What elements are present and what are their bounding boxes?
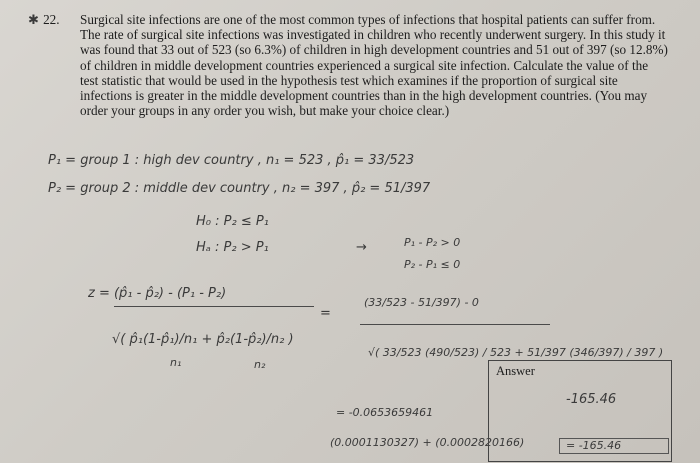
null-hypothesis: H₀ : P₂ ≤ P₁	[196, 214, 269, 229]
z-formula-numerator: z = (p̂₁ - p̂₂) - (P₁ - P₂)	[88, 286, 227, 301]
alternative-hypothesis: Hₐ : P₂ > P₁	[196, 240, 269, 255]
alternative-rewrite-1: P₁ - P₂ > 0	[404, 236, 461, 249]
answer-label: Answer	[496, 364, 535, 378]
z-formula-denominator: √( p̂₁(1-p̂₁)/n₁ + p̂₂(1-p̂₂)/n₂ )	[112, 332, 294, 347]
z-fraction-bar	[114, 306, 314, 307]
problem-text: Surgical site infections are one of the most common types of infections that hospital patients can suffer from. The rate of surgical site infections was investigated in children who recently underwent surgery. In this study it was found that 33 out of 523 (so 6.3%) of children in high development countries and 51 out of 397 (so 12.8%) of children in middle development countries experienced a surgical site infection. Calculate the value of the test statistic that would be used in the hypothesis test which examines if the proportion of surgical site infections is greater in the middle development countries than in the high development countries. (You may order your groups in any order you wish, but make your choice clear.)	[80, 12, 668, 119]
substituted-fraction-bar	[360, 324, 550, 325]
final-answer: = -165.46	[566, 439, 622, 452]
equals-sign: =	[320, 306, 331, 321]
arrow-icon: →	[356, 240, 367, 255]
star-mark-icon: ✱	[28, 12, 40, 27]
group2-definition: P₂ = group 2 : middle dev country , n₂ = 397 , p̂₂ = 51/397	[48, 181, 431, 196]
group1-definition: P₁ = group 1 : high dev country , n₁ = 523 , p̂₁ = 33/523	[48, 153, 415, 168]
answer-value: -165.46	[566, 392, 617, 407]
numerator-value: = -0.0653659461	[336, 406, 434, 419]
denominator-values: (0.0001130327) + (0.0002820166)	[330, 436, 525, 449]
n2-label: n₂	[254, 358, 266, 371]
problem-number	[28, 12, 60, 27]
n1-label: n₁	[170, 356, 182, 369]
substituted-numerator: (33/523 - 51/397) - 0	[364, 296, 479, 309]
substituted-denominator: √( 33/523 (490/523) / 523 + 51/397 (346/397) / 397 )	[368, 346, 664, 359]
problem-statement	[28, 12, 668, 118]
problem-number-label: 22.	[43, 12, 60, 27]
alternative-rewrite-2: P₂ - P₁ ≤ 0	[404, 258, 461, 271]
